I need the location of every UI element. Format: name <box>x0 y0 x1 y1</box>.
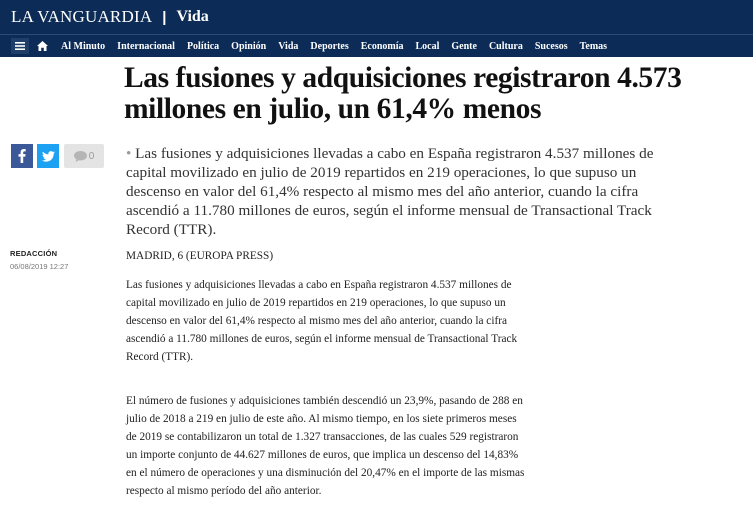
twitter-share-button[interactable] <box>37 144 59 168</box>
comment-icon <box>74 151 87 162</box>
nav-item-temas[interactable]: Temas <box>579 40 608 52</box>
comments-button[interactable] <box>64 144 104 168</box>
header-separator: | <box>162 8 167 26</box>
article-summary <box>126 144 686 239</box>
nav-item-local[interactable]: Local <box>415 40 440 52</box>
nav-item-al-minuto[interactable]: Al Minuto <box>61 40 106 52</box>
nav-item-deportes[interactable]: Deportes <box>310 40 349 52</box>
menu-button[interactable] <box>11 38 29 54</box>
site-header <box>0 0 753 34</box>
facebook-icon <box>18 149 26 163</box>
facebook-share-button[interactable] <box>11 144 33 168</box>
section-title[interactable]: Vida <box>176 8 209 25</box>
nav-item-sucesos[interactable]: Sucesos <box>534 40 568 52</box>
article-dateline: MADRID, 6 (EUROPA PRESS) <box>126 250 274 262</box>
summary-bullet: • <box>126 145 132 162</box>
hamburger-menu-icon <box>15 42 25 50</box>
article-author: REDACCIÓN <box>10 249 58 258</box>
main-nav <box>0 34 753 57</box>
nav-item-internacional[interactable]: Internacional <box>117 40 175 52</box>
article-paragraph: El número de fusiones y adquisiciones también descendió un 23,9%, pasando de 288 en julio de 2018 a 219 en julio de este año. Al mismo tiempo, en los siete primeros meses de 2019 se contabilizaron un total de 1.327 transacciones, de las cuales 529 registraron un importe conjunto de 44.627 millones de euros, que implica un descenso del 14,83% en el número de operaciones y una disminución del 20,47% en el importe de las mismas respecto al mismo período del año anterior. <box>126 395 525 497</box>
nav-item-opinion[interactable]: Opinión <box>231 40 267 52</box>
nav-item-economia[interactable]: Economía <box>360 40 404 52</box>
nav-item-vida[interactable]: Vida <box>278 40 299 52</box>
nav-item-gente[interactable]: Gente <box>451 40 477 52</box>
article-headline: Las fusiones y adquisiciones registraron 4.573 millones en julio, un 61,4% menos <box>124 62 682 125</box>
comment-count: 0 <box>88 150 95 162</box>
site-logo[interactable]: LA VANGUARDIA <box>11 7 153 26</box>
summary-text: Las fusiones y adquisiciones llevadas a cabo en España registraron 4.537 millones de capital movilizado en julio de 2019 repartidos en 219 operaciones, lo que supuso un descenso en valor del 61,4% respecto al mismo mes del año anterior, cuando la cifra ascendió a 11.780 millones de euros, según el informe mensual de Transactional Track Record (TTR). <box>126 145 654 238</box>
home-icon <box>37 41 48 51</box>
article-paragraph: Las fusiones y adquisiciones llevadas a cabo en España registraron 4.537 millones de capital movilizado en julio de 2019 repartidos en 219 operaciones, lo que supuso un descenso en valor del 61,4% respecto al mismo mes del año anterior, cuando la cifra ascendió a 11.780 millones de euros, según el informe mensual de Transactional Track Record (TTR). <box>126 279 518 363</box>
share-bar <box>11 144 104 168</box>
article-date: 06/08/2019 12:27 <box>10 262 69 271</box>
twitter-icon <box>42 151 55 162</box>
nav-item-politica[interactable]: Política <box>186 40 220 52</box>
nav-item-cultura[interactable]: Cultura <box>488 40 523 52</box>
home-button[interactable] <box>35 39 49 53</box>
